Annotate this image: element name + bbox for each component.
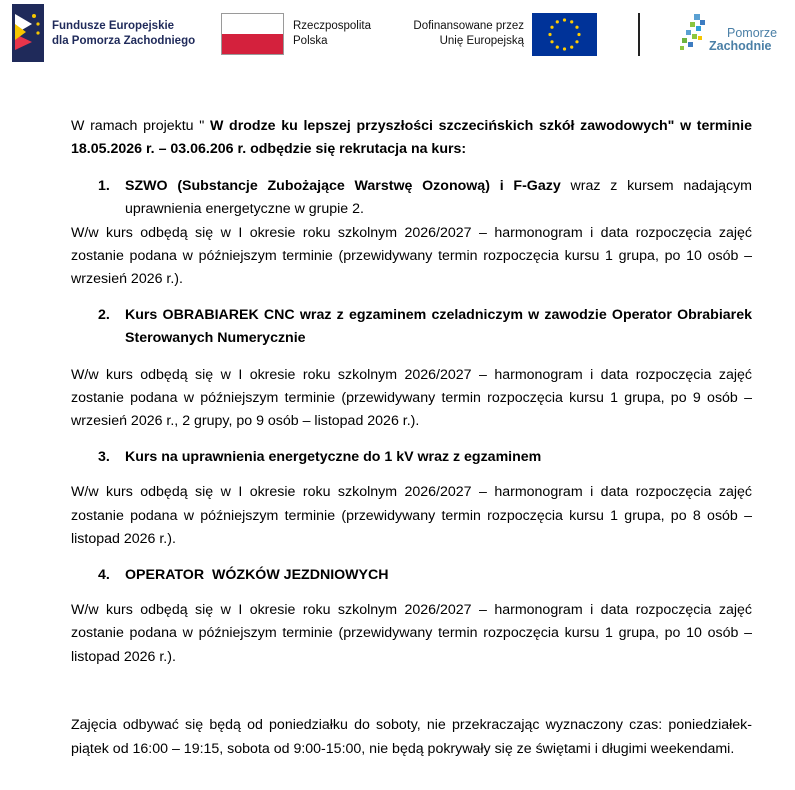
fe-line2: dla Pomorza Zachodniego [52, 35, 196, 47]
course-number: 1. [98, 177, 110, 194]
intro-paragraph [71, 115, 752, 162]
fe-line1: Fundusze Europejskie [52, 20, 175, 32]
course-number: 4. [98, 566, 110, 583]
fundusze-europejskie-logo [12, 4, 44, 62]
logo-bar [0, 0, 795, 70]
rp-line1: Rzeczpospolita [293, 20, 371, 32]
course-number: 3. [98, 448, 110, 465]
rp-line2: Polska [293, 35, 328, 47]
divider [638, 13, 640, 56]
dof-line2: Unię Europejską [439, 35, 524, 47]
pz-line2: Zachodnie [709, 39, 772, 53]
course-description: W/w kurs odbędą się w I okresie roku szkolnym 2026/2027 – harmonogram i data rozpoczęcia zajęć zostanie podana w późniejszym terminie (przewidywany termin rozpoczęcia kursu 1 grupa, po 9 osób – wrzesień 2026 r., 2 grupy, po 9 osób – listopad 2026 r.). [71, 366, 752, 430]
pz-line1: Pomorze [727, 26, 778, 40]
course-item-1 [71, 175, 752, 222]
course-item-3 [71, 446, 752, 469]
course-number: 2. [98, 306, 110, 323]
rp-logo-text [293, 19, 371, 49]
document-body [71, 115, 752, 761]
pz-logo-text [709, 27, 777, 53]
intro-project-title: W drodze ku lepszej przyszłości szczecińskich szkół zawodowych" w terminie 18.05.2026 r. – 03.06.206 r. odbędzie się rekrutacja na kurs: [71, 118, 752, 158]
course-name: Kurs na uprawnienia energetyczne do 1 kV wraz z egzaminem [125, 448, 542, 465]
dofinansowane-text [380, 19, 524, 49]
course-name: OPERATOR WÓZKÓW JEZDNIOWYCH [125, 566, 389, 583]
course-name-suffix: wraz z kursem nadającym uprawnienia energetyczne w grupie 2. [125, 177, 752, 218]
intro-lead: W ramach projektu " [71, 118, 210, 134]
fe-logo-text [52, 19, 195, 49]
course-item-4 [71, 564, 752, 587]
schedule-note: Zajęcia odbywać się będą od poniedziałku do soboty, nie przekraczając wyznaczony czas: poniedziałek-piątek od 16:00 – 19:15, sobota od 9:00-15:00, nie będą pokrywały się ze świętami i długimi weekendami. [71, 717, 752, 757]
eu-flag-icon [532, 13, 597, 56]
dof-line1: Dofinansowane przez [413, 20, 524, 32]
course-description: W/w kurs odbędą się w I okresie roku szkolnym 2026/2027 – harmonogram i data rozpoczęcia zajęć zostanie podana w późniejszym terminie (przewidywany termin rozpoczęcia kursu 1 grupa, po 10 osób – wrzesień 2026 r.). [71, 224, 752, 288]
course-description: W/w kurs odbędą się w I okresie roku szkolnym 2026/2027 – harmonogram i data rozpoczęcia zajęć zostanie podana w późniejszym terminie (przewidywany termin rozpoczęcia kursu 1 grupa, po 8 osób – listopad 2026 r.). [71, 484, 752, 548]
course-item-2 [71, 304, 752, 351]
course-name: SZWO (Substancje Zubożające Warstwę Ozonową) i F-Gazy [125, 177, 561, 194]
course-name: Kurs OBRABIAREK CNC wraz z egzaminem czeladniczym w zawodzie Operator Obrabiarek Sterowanych Numerycznie [125, 306, 752, 347]
course-description: W/w kurs odbędą się w I okresie roku szkolnym 2026/2027 – harmonogram i data rozpoczęcia zajęć zostanie podana w późniejszym terminie (przewidywany termin rozpoczęcia kursu 1 grupa, po 10 osób – listopad 2026 r.). [71, 601, 752, 665]
polish-flag-icon [221, 13, 284, 55]
